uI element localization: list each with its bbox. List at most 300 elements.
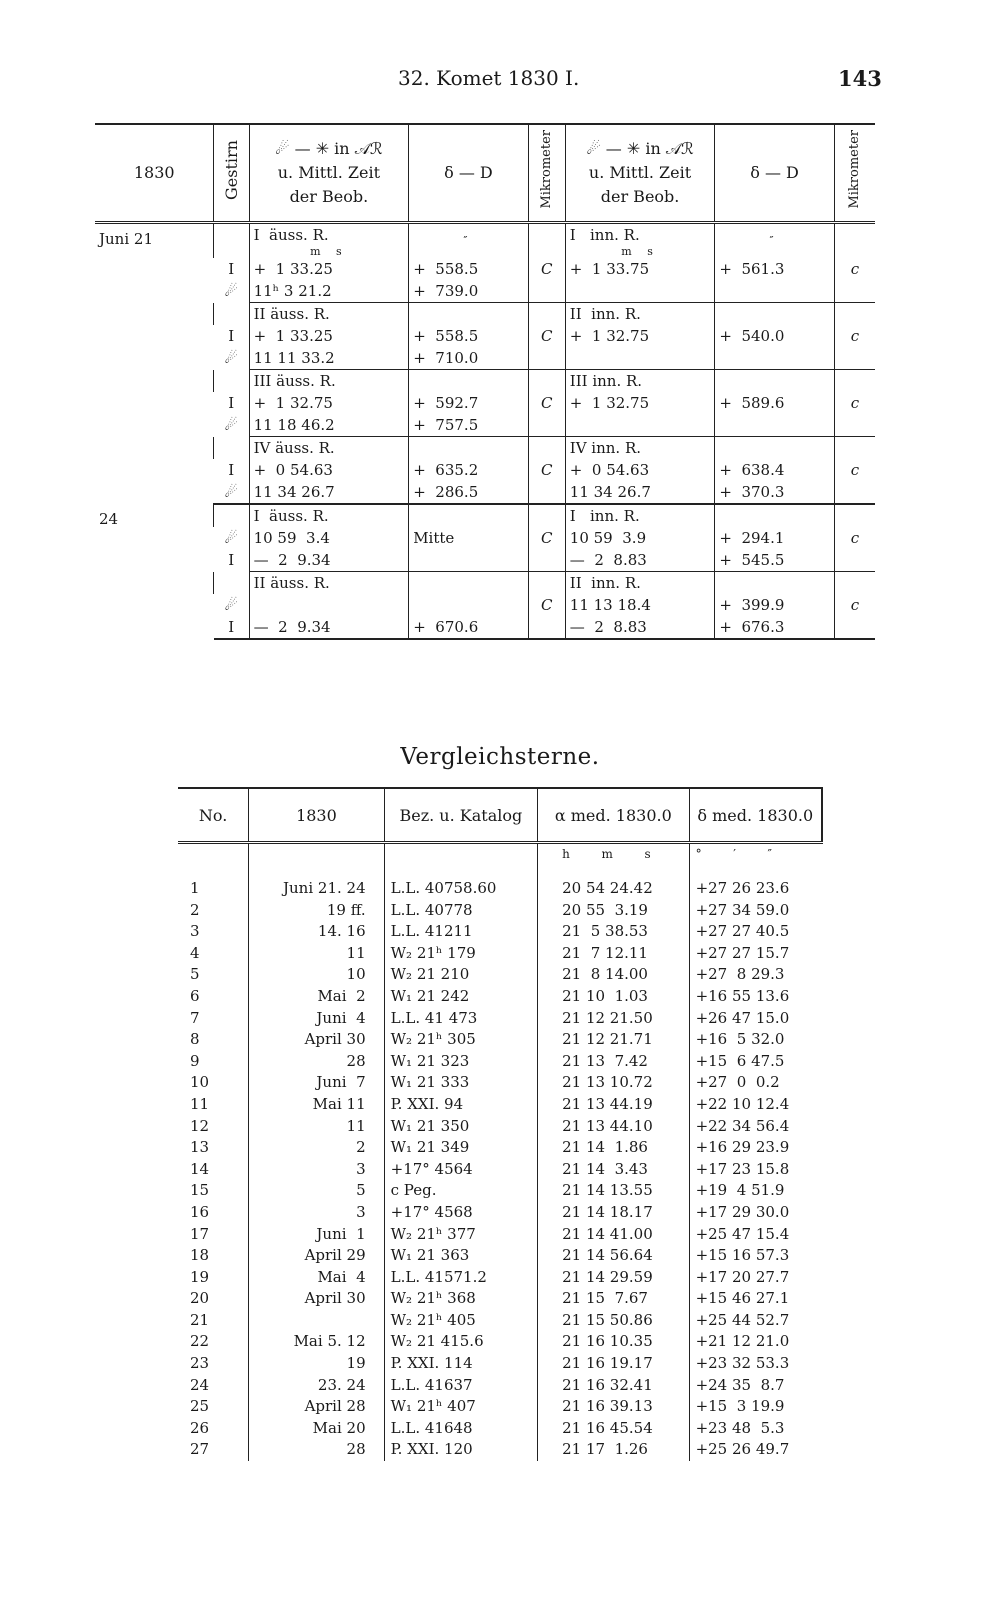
star-dec: +27 27 40.5 — [689, 921, 822, 943]
obj-symbol: ☄ — [224, 529, 238, 547]
star-ra: 21 5 38.53 — [538, 921, 689, 943]
col-catalog: Bez. u. Katalog — [384, 788, 537, 843]
delta-value: + 638.4 — [715, 459, 834, 481]
star-date: April 30 — [249, 1288, 384, 1310]
star-catalog: W₁ 21 323 — [384, 1051, 537, 1073]
star-row — [178, 1418, 822, 1440]
obs-row — [95, 437, 875, 460]
delta-value: + 399.9 — [715, 594, 834, 616]
col-gestirn: Gestirn — [214, 124, 249, 223]
mean-time-value — [565, 347, 715, 370]
star-ra: 21 8 14.00 — [538, 964, 689, 986]
delta-units — [409, 303, 528, 326]
mikrometer-code: c — [834, 392, 875, 414]
star-row — [178, 964, 822, 986]
star-dec: +26 47 15.0 — [689, 1008, 822, 1030]
star-date: Juni 7 — [249, 1072, 384, 1094]
delta-units — [715, 437, 834, 460]
mikrometer-code: C — [528, 325, 565, 347]
mk-cell — [528, 223, 565, 259]
mean-time-value: 11 34 26.7 — [249, 481, 409, 504]
star-ra: 21 14 56.64 — [538, 1245, 689, 1267]
mk-cell — [834, 303, 875, 326]
mk-cell — [528, 481, 565, 504]
star-ra: 21 16 32.41 — [538, 1375, 689, 1397]
mean-time-value — [565, 280, 715, 303]
delta-value: Mitte — [409, 527, 528, 549]
delta-units — [715, 572, 834, 595]
comparison-stars-table — [178, 787, 823, 1461]
dec-units: ° ′ ″ — [689, 843, 822, 865]
star-catalog: L.L. 41571.2 — [384, 1267, 537, 1289]
star-date: April 30 — [249, 1029, 384, 1051]
ar-diff-value: 11 13 18.4 — [565, 594, 715, 616]
star-row — [178, 1245, 822, 1267]
star-catalog: P. XXI. 120 — [384, 1439, 537, 1461]
mikrometer-code: c — [834, 459, 875, 481]
star-dec: +27 27 15.7 — [689, 943, 822, 965]
star-ra: 21 14 29.59 — [538, 1267, 689, 1289]
col-delta-b: δ — D — [715, 124, 834, 223]
star-dec: +25 26 49.7 — [689, 1439, 822, 1461]
star-dec: +27 26 23.6 — [689, 864, 822, 900]
star-ra: 21 14 3.43 — [538, 1159, 689, 1181]
star-date: 3 — [249, 1159, 384, 1181]
star-ra: 21 15 7.67 — [538, 1288, 689, 1310]
obs-row — [95, 370, 875, 393]
ar-diff-value: + 1 32.75 — [565, 392, 715, 414]
star-ra: 21 12 21.71 — [538, 1029, 689, 1051]
star-catalog: L.L. 41637 — [384, 1375, 537, 1397]
obs-row — [95, 303, 875, 326]
obj-cell — [214, 572, 249, 595]
star-date: April 28 — [249, 1396, 384, 1418]
star-catalog: L.L. 40758.60 — [384, 864, 537, 900]
star-no: 16 — [190, 1202, 210, 1221]
star-row — [178, 1396, 822, 1418]
star-date: Mai 2 — [249, 986, 384, 1008]
star-no: 26 — [190, 1418, 210, 1437]
star-catalog: P. XXI. 94 — [384, 1094, 537, 1116]
delta-units — [409, 572, 528, 595]
star-catalog: W₁ 21 363 — [384, 1245, 537, 1267]
star-dec: +22 10 12.4 — [689, 1094, 822, 1116]
star-catalog: W₁ 21 349 — [384, 1137, 537, 1159]
star-row — [178, 1331, 822, 1353]
star-date: Mai 20 — [249, 1418, 384, 1440]
star-no: 6 — [190, 986, 200, 1005]
outer-edge-label: II äuss. R. — [249, 572, 409, 595]
star-row — [178, 864, 822, 900]
star-no: 5 — [190, 965, 200, 984]
star-catalog: W₂ 21 415.6 — [384, 1331, 537, 1353]
mk-cell — [528, 280, 565, 303]
star-date: 19 — [249, 1353, 384, 1375]
col-ar-b: ☄ — ✳ in 𝒜ℛ u. Mittl. Zeit der Beob. — [565, 124, 715, 223]
star-row — [178, 921, 822, 943]
star-ra: 21 10 1.03 — [538, 986, 689, 1008]
star-row — [178, 1439, 822, 1461]
star-no: 12 — [190, 1116, 210, 1135]
observation-table — [95, 123, 875, 640]
obs-date: 24 — [99, 510, 119, 528]
obj-symbol: ☄ — [224, 596, 238, 614]
star-dec: +15 3 19.9 — [689, 1396, 822, 1418]
star-row — [178, 1137, 822, 1159]
star-no: 9 — [190, 1051, 200, 1070]
mikrometer-code: c — [834, 258, 875, 280]
obj-symbol: I — [214, 616, 249, 639]
star-no: 10 — [190, 1073, 210, 1092]
obj-cell — [214, 437, 249, 460]
star-row — [178, 1310, 822, 1332]
star-no: 19 — [190, 1267, 210, 1286]
star-row — [178, 1008, 822, 1030]
outer-edge-label: III äuss. R. — [249, 370, 409, 393]
mean-time-value: — 2 9.34 — [249, 616, 409, 639]
ar-diff-value: + 1 32.75 — [249, 392, 409, 414]
section-title: Vergleichsterne. — [400, 744, 600, 770]
mk-cell — [528, 347, 565, 370]
star-date: Mai 11 — [249, 1094, 384, 1116]
star-no: 3 — [190, 922, 200, 941]
running-title: 32. Komet 1830 I. — [398, 66, 580, 90]
mk-cell — [528, 572, 565, 595]
star-date: 23. 24 — [249, 1375, 384, 1397]
mean-time-value: 11ʰ 3 21.2 — [249, 280, 409, 303]
star-row — [178, 1051, 822, 1073]
unit-sec: ″ — [769, 234, 780, 247]
star-dec: +21 12 21.0 — [689, 1331, 822, 1353]
delta-units — [715, 504, 834, 527]
star-row — [178, 1202, 822, 1224]
ar-diff-value: + 0 54.63 — [249, 459, 409, 481]
star-catalog: L.L. 41 473 — [384, 1008, 537, 1030]
star-no: 4 — [190, 943, 200, 962]
star-ra: 21 13 7.42 — [538, 1051, 689, 1073]
delta-value: + 561.3 — [715, 258, 834, 280]
star-row — [178, 1116, 822, 1138]
star-catalog: L.L. 41211 — [384, 921, 537, 943]
star-no: 22 — [190, 1332, 210, 1351]
mikrometer-code: C — [528, 594, 565, 616]
delta-value: + 545.5 — [715, 549, 834, 572]
delta-value: + 540.0 — [715, 325, 834, 347]
mk-cell — [834, 370, 875, 393]
star-row — [178, 1288, 822, 1310]
mean-time-value: — 2 8.83 — [565, 616, 715, 639]
obj-symbol: ☄ — [224, 349, 238, 368]
star-ra: 21 13 44.19 — [538, 1094, 689, 1116]
ar-diff-value: + 1 33.25 — [249, 258, 409, 280]
obj-symbol: I — [228, 260, 235, 278]
ar-diff-value: + 1 33.75 — [565, 258, 715, 280]
delta-units — [409, 437, 528, 460]
star-catalog: W₁ 21ʰ 407 — [384, 1396, 537, 1418]
inner-edge-label: I inn. R. — [565, 504, 715, 527]
col-delta-a: δ — D — [409, 124, 528, 223]
star-catalog: L.L. 40778 — [384, 900, 537, 922]
obs-date — [95, 437, 214, 505]
star-no: 7 — [190, 1008, 200, 1027]
star-no: 15 — [190, 1181, 210, 1200]
delta-value: + 757.5 — [409, 414, 528, 437]
star-date: 11 — [249, 943, 384, 965]
ar-diff-value: 10 59 3.9 — [565, 527, 715, 549]
star-date: 14. 16 — [249, 921, 384, 943]
star-no: 11 — [190, 1094, 210, 1113]
ar-diff-value — [249, 594, 409, 616]
col-mikrometer-a: Mikrometer — [528, 124, 565, 223]
delta-value: + 635.2 — [409, 459, 528, 481]
star-no: 18 — [190, 1246, 210, 1265]
mk-cell — [834, 616, 875, 639]
mk-cell — [834, 280, 875, 303]
mikrometer-code: c — [834, 325, 875, 347]
mk-cell — [834, 572, 875, 595]
star-dec: +27 34 59.0 — [689, 900, 822, 922]
star-date: 28 — [249, 1051, 384, 1073]
mk-cell — [528, 414, 565, 437]
delta-value — [715, 414, 834, 437]
col-no: No. — [178, 788, 249, 843]
mk-cell — [528, 549, 565, 572]
star-row — [178, 1267, 822, 1289]
star-row — [178, 943, 822, 965]
star-catalog: W₁ 21 350 — [384, 1116, 537, 1138]
delta-value: + 558.5 — [409, 258, 528, 280]
star-date: Juni 1 — [249, 1224, 384, 1246]
col-dec: δ med. 1830.0 — [689, 788, 822, 843]
delta-units — [715, 370, 834, 393]
mikrometer-code: c — [834, 594, 875, 616]
star-date: Mai 4 — [249, 1267, 384, 1289]
star-ra: 20 54 24.42 — [538, 864, 689, 900]
obj-cell — [214, 223, 249, 259]
delta-value — [409, 549, 528, 572]
delta-value: + 370.3 — [715, 481, 834, 504]
mk-cell — [528, 437, 565, 460]
star-ra: 21 14 18.17 — [538, 1202, 689, 1224]
star-ra: 20 55 3.19 — [538, 900, 689, 922]
star-dec: +17 29 30.0 — [689, 1202, 822, 1224]
star-dec: +19 4 51.9 — [689, 1180, 822, 1202]
star-ra: 21 14 41.00 — [538, 1224, 689, 1246]
inner-edge-label: II inn. R. — [565, 303, 715, 326]
obj-symbol: ☄ — [224, 282, 238, 301]
star-no: 20 — [190, 1289, 210, 1308]
star-date: Juni 4 — [249, 1008, 384, 1030]
star-date: 10 — [249, 964, 384, 986]
mean-time-value: — 2 8.83 — [565, 549, 715, 572]
star-date: 28 — [249, 1439, 384, 1461]
obj-symbol: ☄ — [224, 416, 238, 435]
col-year: 1830 — [95, 124, 214, 223]
star-catalog: c Peg. — [384, 1180, 537, 1202]
mean-time-value: — 2 9.34 — [249, 549, 409, 572]
unit-ms: m s — [310, 245, 348, 258]
mk-cell — [834, 437, 875, 460]
star-row — [178, 1072, 822, 1094]
delta-value: + 739.0 — [409, 280, 528, 303]
delta-value — [409, 594, 528, 616]
mk-cell — [528, 370, 565, 393]
delta-value: + 710.0 — [409, 347, 528, 370]
star-dec: +16 55 13.6 — [689, 986, 822, 1008]
star-row — [178, 1224, 822, 1246]
star-catalog: L.L. 41648 — [384, 1418, 537, 1440]
star-row — [178, 1375, 822, 1397]
star-catalog: W₁ 21 333 — [384, 1072, 537, 1094]
mean-time-value — [565, 414, 715, 437]
star-dec: +23 32 53.3 — [689, 1353, 822, 1375]
star-ra: 21 13 10.72 — [538, 1072, 689, 1094]
star-catalog: +17° 4564 — [384, 1159, 537, 1181]
star-dec: +27 8 29.3 — [689, 964, 822, 986]
star-date: Juni 21. 24 — [249, 864, 384, 900]
page-header — [0, 66, 1000, 96]
obj-symbol: I — [228, 327, 235, 345]
col-mikrometer-b: Mikrometer — [834, 124, 875, 223]
star-dec: +15 46 27.1 — [689, 1288, 822, 1310]
ar-diff-value: + 1 33.25 — [249, 325, 409, 347]
star-catalog: W₂ 21ʰ 405 — [384, 1310, 537, 1332]
star-row — [178, 1094, 822, 1116]
delta-units — [409, 223, 528, 259]
delta-value: + 676.3 — [715, 616, 834, 639]
outer-edge-label: II äuss. R. — [249, 303, 409, 326]
mk-cell — [528, 504, 565, 527]
mikrometer-code: C — [528, 258, 565, 280]
star-ra: 21 16 45.54 — [538, 1418, 689, 1440]
star-dec: +22 34 56.4 — [689, 1116, 822, 1138]
star-catalog: P. XXI. 114 — [384, 1353, 537, 1375]
obj-symbol: ☄ — [214, 481, 249, 504]
star-date: 3 — [249, 1202, 384, 1224]
obj-cell — [214, 504, 249, 527]
obj-symbol: I — [228, 394, 235, 412]
mikrometer-code: C — [528, 459, 565, 481]
obj-symbol: I — [228, 551, 235, 570]
col-ra: α med. 1830.0 — [538, 788, 689, 843]
star-ra: 21 15 50.86 — [538, 1310, 689, 1332]
page-number: 143 — [838, 66, 882, 91]
star-date: 11 — [249, 1116, 384, 1138]
star-ra: 21 16 10.35 — [538, 1331, 689, 1353]
mean-time-value: 11 18 46.2 — [249, 414, 409, 437]
mk-cell — [834, 414, 875, 437]
star-no: 27 — [190, 1440, 210, 1459]
delta-units — [715, 223, 834, 259]
delta-value: + 294.1 — [715, 527, 834, 549]
star-date: 2 — [249, 1137, 384, 1159]
delta-value: + 589.6 — [715, 392, 834, 414]
delta-value: + 592.7 — [409, 392, 528, 414]
delta-value — [715, 347, 834, 370]
star-catalog: W₂ 21ʰ 377 — [384, 1224, 537, 1246]
star-dec: +25 47 15.4 — [689, 1224, 822, 1246]
observation-table-header — [95, 124, 875, 223]
obs-row — [95, 504, 875, 527]
star-date: 5 — [249, 1180, 384, 1202]
star-ra: 21 14 13.55 — [538, 1180, 689, 1202]
obs-row — [95, 223, 875, 259]
delta-value: + 670.6 — [409, 616, 528, 639]
obj-cell — [214, 370, 249, 393]
star-no: 23 — [190, 1354, 210, 1373]
star-catalog: W₂ 21ʰ 305 — [384, 1029, 537, 1051]
star-ra: 21 14 1.86 — [538, 1137, 689, 1159]
mk-cell — [528, 303, 565, 326]
ar-diff-value: 10 59 3.4 — [249, 527, 409, 549]
star-row — [178, 900, 822, 922]
mk-cell — [834, 481, 875, 504]
star-dec: +16 5 32.0 — [689, 1029, 822, 1051]
star-ra: 21 12 21.50 — [538, 1008, 689, 1030]
star-dec: +15 16 57.3 — [689, 1245, 822, 1267]
unit-sec: ″ — [463, 234, 474, 247]
delta-units — [715, 303, 834, 326]
star-no: 13 — [190, 1138, 210, 1157]
units-row — [178, 843, 822, 865]
delta-value — [715, 280, 834, 303]
obj-cell — [214, 303, 249, 326]
star-dec: +24 35 8.7 — [689, 1375, 822, 1397]
star-ra: 21 17 1.26 — [538, 1439, 689, 1461]
delta-units — [409, 370, 528, 393]
star-row — [178, 1353, 822, 1375]
obs-date — [95, 572, 214, 640]
star-dec: +17 20 27.7 — [689, 1267, 822, 1289]
star-ra: 21 13 44.10 — [538, 1116, 689, 1138]
star-catalog: W₂ 21ʰ 368 — [384, 1288, 537, 1310]
delta-value: + 286.5 — [409, 481, 528, 504]
star-row — [178, 986, 822, 1008]
star-catalog: W₂ 21 210 — [384, 964, 537, 986]
obs-date — [95, 303, 214, 370]
star-date: 19 ff. — [249, 900, 384, 922]
star-no: 24 — [190, 1375, 210, 1394]
outer-edge-label: I äuss. R. — [249, 504, 409, 527]
star-date: Mai 5. 12 — [249, 1331, 384, 1353]
mk-cell — [528, 616, 565, 639]
star-dec: +23 48 5.3 — [689, 1418, 822, 1440]
inner-edge-label: III inn. R. — [565, 370, 715, 393]
star-no: 8 — [190, 1030, 200, 1049]
ar-diff-value: + 0 54.63 — [565, 459, 715, 481]
col-ar-a: ☄ — ✳ in 𝒜ℛ u. Mittl. Zeit der Beob. — [249, 124, 409, 223]
star-date — [249, 1310, 384, 1332]
mikrometer-code: c — [834, 527, 875, 549]
mk-cell — [834, 347, 875, 370]
mk-cell — [834, 549, 875, 572]
outer-edge-label: IV äuss. R. — [249, 437, 409, 460]
star-dec: +17 23 15.8 — [689, 1159, 822, 1181]
star-no: 2 — [190, 900, 200, 919]
delta-value: + 558.5 — [409, 325, 528, 347]
col-date: 1830 — [249, 788, 384, 843]
star-row — [178, 1180, 822, 1202]
outer-edge-label: I äuss. R. m s — [249, 223, 409, 259]
unit-ms: m s — [621, 245, 659, 258]
star-no: 14 — [190, 1159, 210, 1178]
obs-date: Juni 21 — [99, 230, 153, 248]
star-catalog: W₂ 21ʰ 179 — [384, 943, 537, 965]
delta-units — [409, 504, 528, 527]
star-ra: 21 16 39.13 — [538, 1396, 689, 1418]
mikrometer-code: C — [528, 527, 565, 549]
star-dec: +15 6 47.5 — [689, 1051, 822, 1073]
